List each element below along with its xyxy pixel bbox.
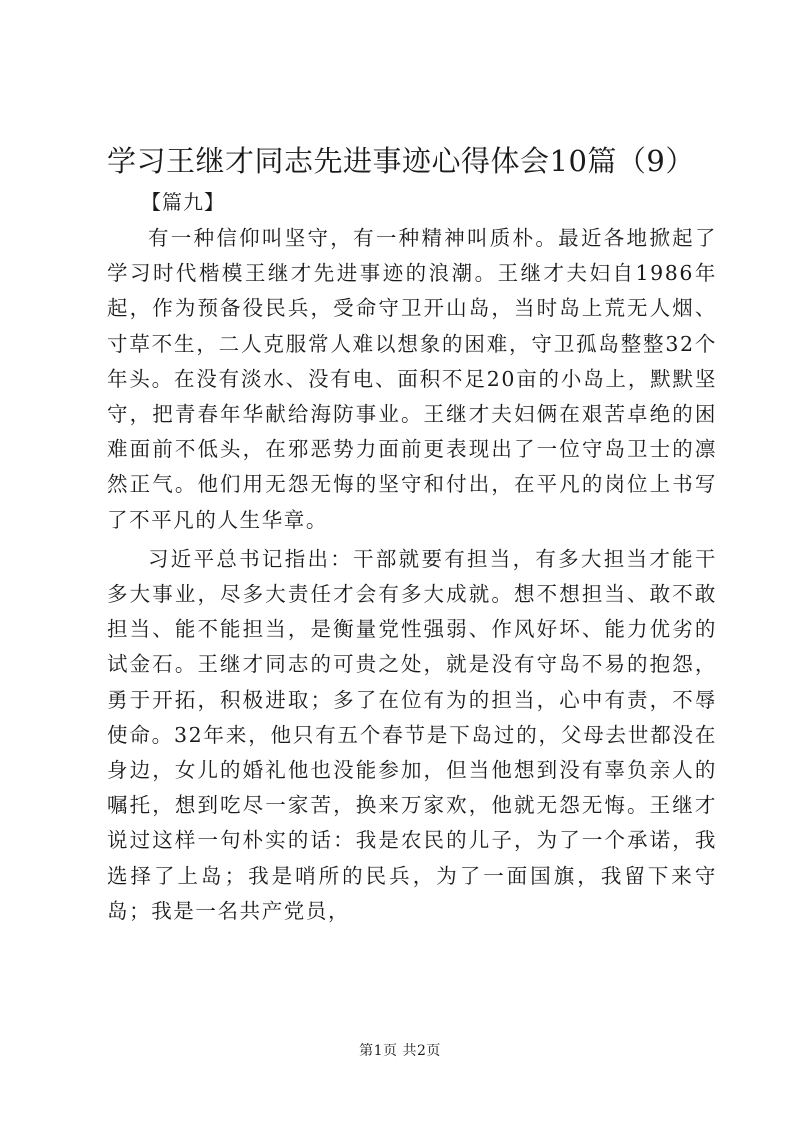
paragraph-1: 有一种信仰叫坚守，有一种精神叫质朴。最近各地掀起了学习时代楷模王继才先进事迹的浪潮。王继才夫妇自1986年起，作为预备役民兵，受命守卫开山岛，当时岛上荒无人烟、寸草不生，二人克服常人难以想象的困难，守卫孤岛整整32个年头。在没有淡水、没有电、面积不足20亩的小岛上，默默坚守，把青春年华献给海防事业。王继才夫妇俩在艰苦卓绝的困难面前不低头，在邪恶势力面前更表现出了一位守岛卫士的凛然正气。他们用无怨无悔的坚守和付出，在平凡的岗位上书写了不平凡的人生华章。: [107, 226, 717, 532]
section-label: 【篇九】: [141, 190, 225, 214]
page-footer: 第1页 共2页: [359, 1043, 441, 1059]
paragraph-2: 习近平总书记指出：干部就要有担当，有多大担当才能干多大事业，尽多大责任才会有多大成就。想不想担当、敢不敢担当、能不能担当，是衡量党性强弱、作风好坏、能力优劣的试金石。王继才同志的可贵之处，就是没有守岛不易的抱怨，勇于开拓，积极进取；多了在位有为的担当，心中有责，不辱使命。32年来，他只有五个春节是下岛过的，父母去世都没在身边，女儿的婚礼他也没能参加，但当他想到没有辜负亲人的嘱托，想到吃尽一家苦，换来万家欢，他就无怨无悔。王继才说过这样一句朴实的话：我是农民的儿子，为了一个承诺，我选择了上岛；我是哨所的民兵，为了一面国旗，我留下来守岛；我是一名共产党员，: [107, 546, 717, 923]
document-title: 学习王继才同志先进事迹心得体会10篇（9）: [107, 144, 695, 178]
document-body: [107, 141, 717, 933]
